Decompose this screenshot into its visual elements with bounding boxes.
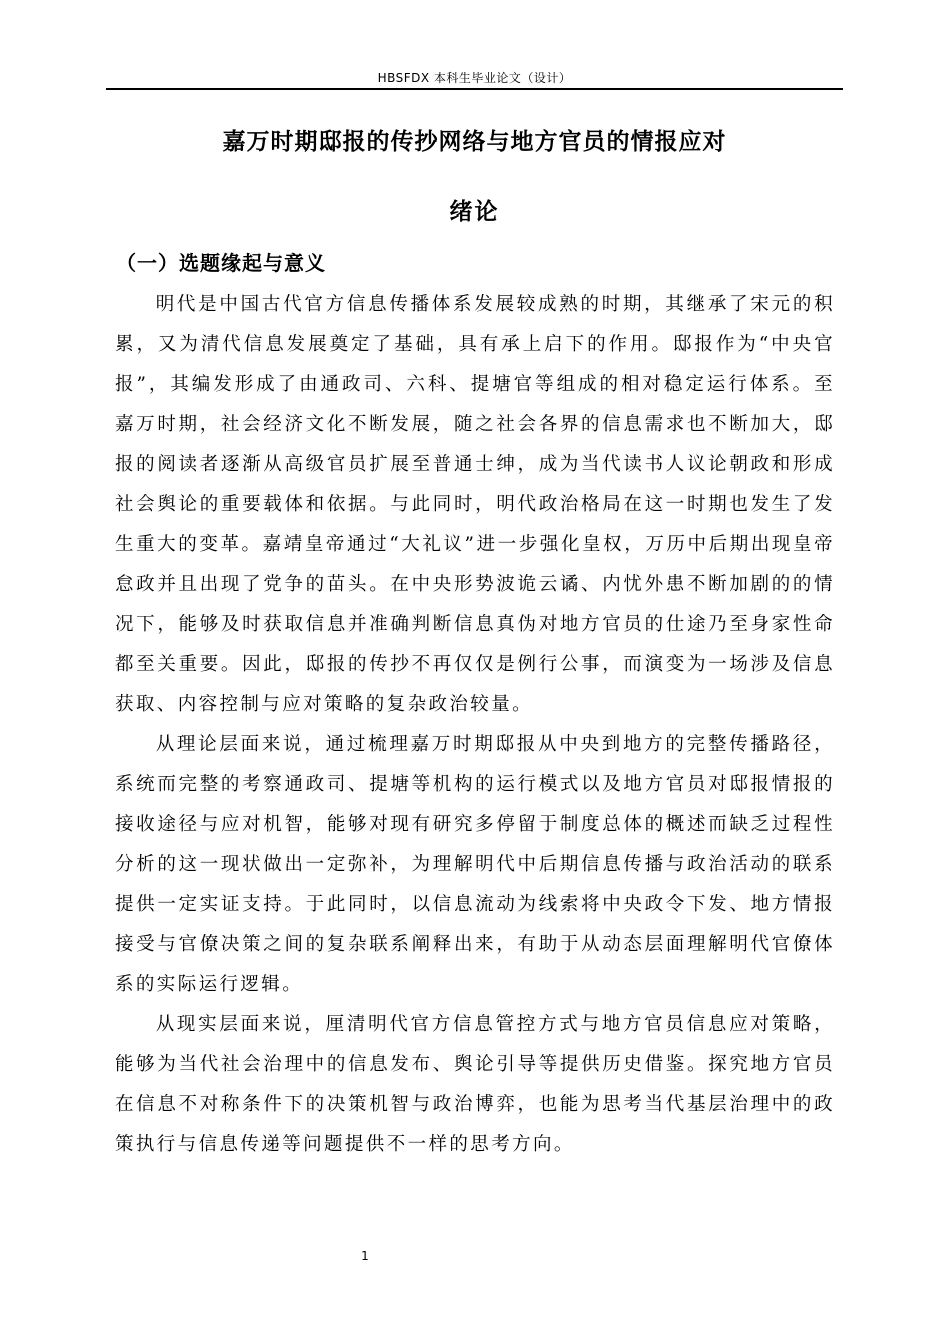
running-header: HBSFDX 本科生毕业论文（设计） <box>377 71 572 85</box>
body-text <box>115 285 835 1165</box>
chapter-title: 绪论 <box>449 199 500 225</box>
page-number: 1 <box>361 1249 369 1263</box>
paragraph-theoretical-significance: 从理论层面来说，通过梳理嘉万时期邸报从中央到地方的完整传播路径，系统而完整的考察通政司、提塘等机构的运行模式以及地方官员对邸报情报的接收途径与应对机智，能够对现有研究多停留于制度总体的概述而缺乏过程性分析的这一现状做出一定弥补，为理解明代中后期信息传播与政治活动的联系提供一定实证支持。于此同时，以信息流动为线索将中央政令下发、地方情报接受与官僚决策之间的复杂联系阐释出来，有助于从动态层面理解明代官僚体系的实际运行逻辑。 <box>115 734 835 995</box>
section-heading: （一）选题缘起与意义 <box>116 251 326 275</box>
document-title: 嘉万时期邸报的传抄网络与地方官员的情报应对 <box>222 129 727 155</box>
paragraph-origin: 明代是中国古代官方信息传播体系发展较成熟的时期，其继承了宋元的积累，又为清代信息发展奠定了基础，具有承上启下的作用。邸报作为“中央官报”，其编发形成了由通政司、六科、提塘官等组成的相对稳定运行体系。至嘉万时期，社会经济文化不断发展，随之社会各界的信息需求也不断加大，邸报的阅读者逐渐从高级官员扩展至普通士绅，成为当代读书人议论朝政和形成社会舆论的重要载体和依据。与此同时，明代政治格局在这一时期也发生了发生重大的变革。嘉靖皇帝通过“大礼议”进一步强化皇权，万历中后期出现皇帝怠政并且出现了党争的苗头。在中央形势波诡云谲、内忧外患不断加剧的的情况下，能够及时获取信息并准确判断信息真伪对地方官员的仕途乃至身家性命都至关重要。因此，邸报的传抄不再仅仅是例行公事，而演变为一场涉及信息获取、内容控制与应对策略的复杂政治较量。 <box>115 294 835 715</box>
header-rule <box>106 88 843 90</box>
paragraph-practical-significance: 从现实层面来说，厘清明代官方信息管控方式与地方官员信息应对策略，能够为当代社会治理中的信息发布、舆论引导等提供历史借鉴。探究地方官员在信息不对称条件下的决策机智与政治博弈，也能为思考当代基层治理中的政策执行与信息传递等问题提供不一样的思考方向。 <box>115 1014 835 1155</box>
